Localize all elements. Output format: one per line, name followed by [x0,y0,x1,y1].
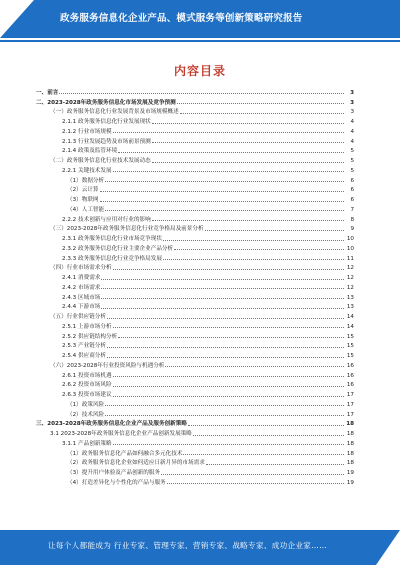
toc-leader-dots [113,132,344,133]
toc-entry[interactable] [36,349,354,359]
toc-page-number: 12 [346,265,354,272]
toc-page-number: 18 [346,460,354,467]
toc-entry[interactable] [36,437,354,447]
toc-leader-dots [206,464,344,465]
toc-entry-title: 2.5.2 供应链结构分析 [62,333,118,340]
toc-page-number: 3 [350,109,354,116]
toc-page-number: 10 [346,245,354,252]
toc-page-number: 4 [350,119,354,125]
toc-entry[interactable] [36,96,354,106]
toc-leader-dots [101,288,344,289]
toc-leader-dots [177,103,344,104]
toc-leader-dots [118,337,344,338]
toc-leader-dots [152,123,344,124]
toc-entry[interactable] [36,164,354,174]
toc-leader-dots [188,425,344,426]
toc-entry-title: （4）人工智能 [67,206,105,213]
page-title: 内容目录 [173,64,226,78]
toc-entry-title: 2.4.2 市场需求 [62,284,101,291]
toc-entry-title: 2.4.4 下游市场 [62,304,101,311]
toc-entry-title: 3.1.1 产品创新策略 [62,440,112,447]
toc-entry[interactable] [36,476,354,486]
toc-leader-dots [180,113,344,114]
toc-entry[interactable] [36,369,354,379]
toc-entry[interactable] [36,359,354,369]
toc-entry-title: 2.2.1 关键技术发展 [62,167,112,174]
toc-page-number: 3 [350,89,354,96]
toc-entry[interactable] [36,154,354,164]
toc-entry[interactable] [36,135,354,145]
toc-leader-dots [165,366,344,367]
toc-entry-title: 2.6.2 投资市场风险 [62,382,112,389]
toc-entry[interactable] [36,242,354,252]
toc-entry[interactable] [36,115,354,125]
toc-page-number: 18 [346,431,354,437]
toc-entry[interactable] [36,125,354,135]
toc-entry-title: （1）政务服务信息化产品如何融合多元化技术 [67,450,183,457]
toc-entry-title: （2）技术风险 [67,411,105,418]
toc-entry[interactable] [36,193,354,203]
toc-entry-title: 2.3.2 政务服务信息化行业主要企业产品分析 [62,245,174,252]
toc-leader-dots [107,357,344,358]
toc-leader-dots [118,152,344,153]
toc-entry-title: 2.4.3 区域市场 [62,294,101,301]
toc-leader-dots [113,171,344,172]
toc-entry-title: 三、2023-2028年政务服务信息化企业产品及服务创新策略 [36,421,187,428]
toc-entry[interactable] [36,457,354,467]
toc-entry-title: 二、2023-2028年政务服务信息化市场发展及竞争预测 [36,99,176,106]
toc-page-number: 16 [346,362,354,369]
toc-page-number: 7 [350,206,354,213]
toc-entry[interactable] [36,232,354,242]
toc-page-number: 18 [346,421,354,428]
toc-entry[interactable] [36,174,354,184]
toc-leader-dots [101,298,344,299]
toc-leader-dots [152,142,344,143]
toc-entry-title: （2）政务服务信息化企业如何适应日新月异的市场需求 [67,460,205,467]
toc-leader-dots [105,181,344,182]
toc-entry-title: （一）政务服务信息化行业发展背景及市场规模概述 [50,109,179,116]
toc-entry-title: 2.1.4 政策及监管环境 [62,148,118,155]
toc-leader-dots [163,259,344,260]
toc-page-number: 19 [346,470,354,476]
toc-page-number: 17 [346,411,354,418]
toc-entry-title: 2.2.2 技术创新与应用对行业的影响 [62,216,151,223]
toc-entry[interactable] [36,340,354,350]
toc-page-number: 5 [350,167,354,174]
toc-page-number: 17 [346,401,354,408]
toc-leader-dots [152,220,344,221]
toc-entry[interactable] [36,427,354,437]
toc-page-number: 15 [346,353,354,359]
toc-leader-dots [101,308,344,309]
toc-leader-dots [113,327,344,328]
toc-leader-dots [205,230,344,231]
toc-entry-title: 2.3.1 政务服务信息化行业市场竞争现状 [62,236,162,242]
toc-entry[interactable] [36,408,354,418]
toc-entry-title: 2.6.1 投资市场机遇 [62,372,112,379]
toc-leader-dots [59,93,344,94]
toc-leader-dots [105,415,344,416]
toc-page-number: 8 [350,216,354,223]
toc-entry[interactable] [36,330,354,340]
toc-page-number: 14 [346,323,354,330]
toc-leader-dots [113,376,344,377]
toc-leader-dots [161,474,344,475]
toc-page-number: 18 [346,450,354,457]
toc-leader-dots [163,240,344,241]
toc-entry[interactable] [36,203,354,213]
toc-leader-dots [113,386,344,387]
toc-entry-title: （六）2023-2028年行业投资风险与机遇分析 [50,362,165,369]
toc-page-number: 11 [346,255,354,262]
toc-entry-title: 2.5.3 产业链分析 [62,343,106,350]
toc-entry[interactable] [36,184,354,194]
toc-page-number: 6 [350,177,354,184]
toc-entry-title: 2.3.3 政务服务信息化行业竞争格局发展 [62,255,162,262]
toc-page-number: 18 [346,440,354,447]
toc-entry[interactable] [36,301,354,311]
toc-leader-dots [100,191,344,192]
toc-page-number: 3 [350,99,354,106]
toc-entry-title: （4）打造差异化与个性化的产品与服务 [67,479,166,486]
toc-entry-title: （1）数据分析 [67,177,105,184]
toc-page-number: 14 [346,314,354,320]
toc-entry-title: （1）政策风险 [67,401,105,408]
table-of-contents [36,86,354,486]
toc-entry[interactable] [36,320,354,330]
toc-leader-dots [113,396,344,397]
toc-entry[interactable] [36,398,354,408]
toc-page-number: 4 [350,128,354,135]
toc-leader-dots [193,435,344,436]
toc-leader-dots [183,454,344,455]
toc-entry[interactable] [36,291,354,301]
toc-page-number: 17 [346,392,354,398]
toc-entry[interactable] [36,223,354,233]
toc-page-number: 16 [346,372,354,379]
toc-page-number: 15 [346,333,354,340]
toc-page-number: 12 [346,275,354,281]
toc-entry-title: 2.1.1 政务服务信息化行业发展现状 [62,119,151,125]
toc-entry-title: 2.6.3 投资市场建议 [62,392,112,398]
toc-entry-title: （四）行业市场需求分析 [50,265,112,272]
toc-entry[interactable] [36,310,354,320]
toc-entry[interactable] [36,271,354,281]
toc-page-number: 10 [346,236,354,242]
toc-page-number: 6 [350,187,354,194]
toc-leader-dots [174,249,344,250]
toc-page-number: 19 [346,479,354,486]
toc-entry[interactable] [36,252,354,262]
toc-leader-dots [105,210,344,211]
toc-entry[interactable] [36,86,354,96]
toc-entry-title: 2.1.3 行业发展趋势及市场前景预测 [62,138,151,145]
report-title: 政务服务信息化企业产品、模式服务等创新策略研究报告 [60,13,303,24]
toc-entry[interactable] [36,145,354,155]
toc-page-number: 16 [346,382,354,389]
toc-page-number: 13 [346,294,354,301]
toc-entry-title: 2.5.1 上游市场分析 [62,323,112,330]
header-corner-decoration [0,0,34,38]
footer-slogan: 让每个人都能成为 行业专家、管理专家、营销专家、战略专家、成功企业家…… [48,541,327,550]
toc-leader-dots [107,318,344,319]
toc-leader-dots [105,405,344,406]
toc-entry-title: （3）物联网 [67,197,99,203]
header-divider [0,40,400,42]
toc-entry-title: （3）提升用户体验及产品创新的服务 [67,470,161,476]
toc-entry-title: （2）云计算 [67,187,99,194]
toc-entry[interactable] [36,262,354,272]
toc-page-number: 9 [350,226,354,233]
toc-leader-dots [113,269,344,270]
toc-page-number: 5 [350,148,354,155]
toc-entry-title: （三）2023-2028年政务服务信息化行业竞争格局及前景分析 [50,226,204,233]
toc-leader-dots [100,201,344,202]
toc-entry-title: 2.5.4 供应商分析 [62,353,106,359]
toc-page-number: 13 [346,304,354,311]
toc-entry[interactable] [36,213,354,223]
toc-page-number: 5 [350,158,354,164]
toc-page-number: 12 [346,284,354,291]
toc-entry[interactable] [36,281,354,291]
toc-entry[interactable] [36,388,354,398]
toc-entry-title: 2.1.2 行业市场规模 [62,128,112,135]
toc-entry[interactable] [36,418,354,428]
toc-page-number: 15 [346,343,354,350]
toc-leader-dots [113,444,344,445]
toc-entry[interactable] [36,447,354,457]
toc-entry-title: （二）政务服务信息化行业技术发展动态 [50,158,151,164]
toc-entry[interactable] [36,466,354,476]
toc-entry-title: 一、前言 [36,89,59,96]
toc-leader-dots [167,483,344,484]
toc-leader-dots [107,347,344,348]
toc-page-number: 4 [350,138,354,145]
toc-leader-dots [152,162,344,163]
toc-page-number: 6 [350,197,354,203]
toc-entry[interactable] [36,379,354,389]
toc-entry[interactable] [36,106,354,116]
toc-leader-dots [101,279,344,280]
toc-entry-title: （五）行业供应链分析 [50,314,106,320]
toc-entry-title: 3.1 2023-2028年政务服务信息化企业产品创新发展策略 [50,431,192,437]
toc-entry-title: 2.4.1 消费需求 [62,275,101,281]
